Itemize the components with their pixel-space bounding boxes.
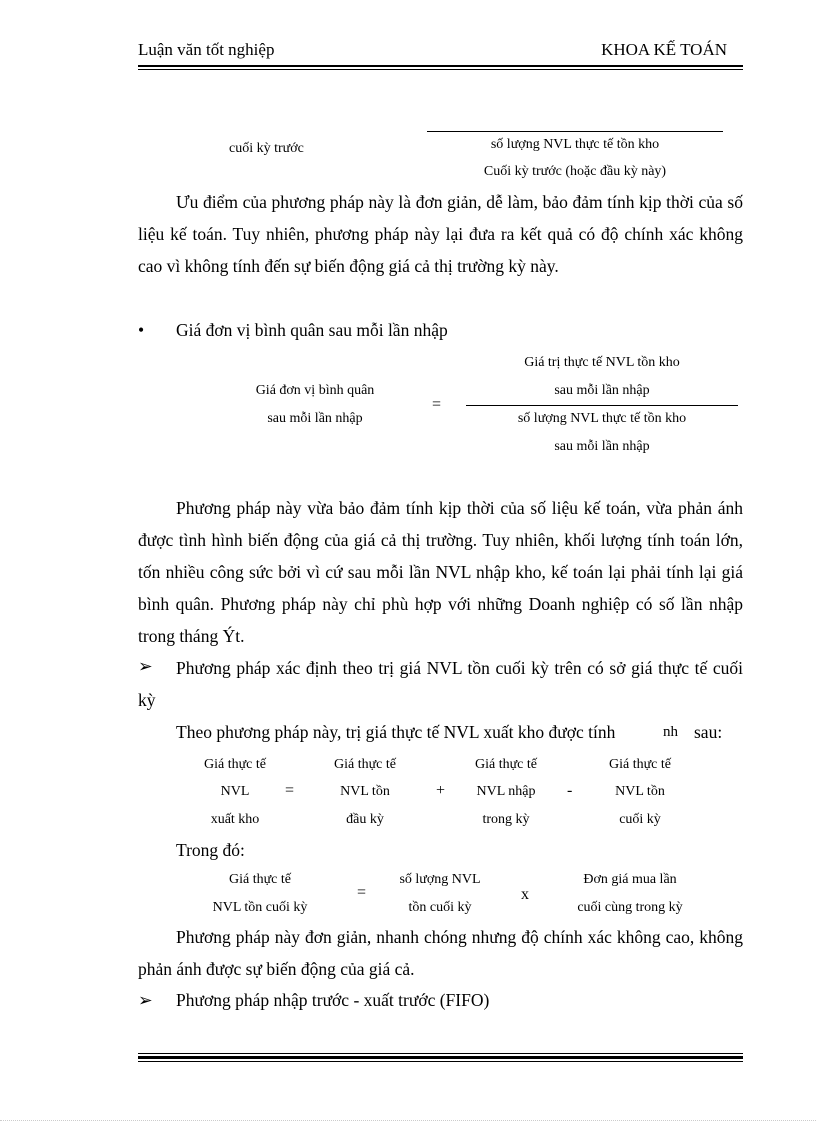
paragraph-1: Ưu điểm của phương pháp này là đơn giản, dễ làm, bảo đảm tính kịp thời của số liệu kế toán. Tuy nhiên, phương pháp này lại đưa ra kết quả có độ chính xác không cao vì không tính đến sự biến động giá cả thị trường kỳ này.	[138, 192, 743, 276]
avg-num-1: Giá trị thực tế NVL tồn kho	[524, 355, 680, 370]
end-a-1: Giá thực tế	[228, 872, 291, 887]
header-right: KHOA KẾ TOÁN	[601, 40, 727, 59]
exp-t1-3: xuất kho	[210, 812, 260, 827]
bullet-2-text: Phương pháp xác định theo trị giá NVL tồn cuối kỳ trên có sở giá thực tế cuối kỳ	[138, 658, 743, 710]
exp-t3-1: Giá thực tế	[474, 757, 537, 772]
end-c-1: Đơn giá mua lần	[583, 872, 677, 887]
exp-t1-1: Giá thực tế	[203, 757, 266, 772]
end-a-2: NVL tồn cuối kỳ	[212, 900, 308, 915]
end-times: x	[521, 886, 529, 903]
header-rule-thin	[138, 69, 743, 70]
arrow-bullet-icon: ➢	[138, 656, 153, 676]
paragraph-4: Phương pháp này đơn giản, nhanh chóng nhưng độ chính xác không cao, không phản ánh được sự biến động của giá cả.	[138, 927, 743, 979]
footer-rule-thin-2	[138, 1061, 743, 1062]
exp-t2-2: NVL tồn	[340, 784, 390, 799]
end-c-2: cuối cùng trong kỳ	[577, 900, 683, 915]
avg-den-1: số lượng NVL thực tế tồn kho	[517, 411, 687, 426]
exp-equals: =	[285, 782, 295, 799]
page-edge	[0, 1120, 816, 1121]
avg-equals: =	[432, 396, 442, 413]
bullet-dot: •	[138, 320, 145, 340]
end-equals: =	[357, 884, 367, 901]
footer-rule	[138, 1056, 743, 1059]
paragraph-3-small: nh	[663, 724, 678, 740]
formula-prev-left: cuối kỳ trước	[229, 141, 304, 156]
formula-prev-den-2: Cuối kỳ trước (hoặc đầu kỳ này)	[483, 164, 667, 179]
avg-left-2: sau mỗi lần nhập	[267, 411, 363, 426]
avg-den-2: sau mỗi lần nhập	[554, 439, 650, 454]
exp-plus: +	[436, 782, 446, 799]
exp-t3-3: trong kỳ	[482, 812, 530, 827]
exp-t4-1: Giá thực tế	[608, 757, 671, 772]
end-b-1: số lượng NVL	[399, 872, 481, 887]
trong-do-label: Trong đó:	[176, 840, 245, 860]
avg-fraction-line	[466, 405, 738, 406]
exp-t3-2: NVL nhập	[476, 784, 536, 799]
exp-t1-2: NVL	[220, 784, 250, 799]
arrow-bullet-icon: ➢	[138, 990, 153, 1010]
exp-t2-1: Giá thực tế	[333, 757, 396, 772]
avg-num-2: sau mỗi lần nhập	[554, 383, 650, 398]
paragraph-3-end: sau:	[694, 722, 723, 742]
exp-t4-3: cuối kỳ	[619, 812, 661, 827]
exp-t2-3: đầu kỳ	[346, 812, 384, 827]
avg-left-1: Giá đơn vị bình quân	[255, 383, 375, 398]
bullet-1-text: Giá đơn vị bình quân sau mỗi lần nhập	[176, 320, 448, 340]
formula-prev-den-1: số lượng NVL thực tế tồn kho	[490, 137, 660, 152]
bullet-3-text: Phương pháp nhập trước - xuất trước (FIFO)	[176, 990, 490, 1010]
footer-rule-thin	[138, 1053, 743, 1054]
paragraph-2: Phương pháp này vừa bảo đảm tính kịp thời của số liệu kế toán, vừa phản ánh được tình hình biến động của giá cả thị trường. Tuy nhiên, khối lượng tính toán lớn, tốn nhiều công sức bởi vì cứ sau mỗi lần NVL nhập kho, kế toán lại phải tính lại giá bình quân. Phương pháp này chỉ phù hợp với những Doanh nghiệp có số lần nhập trong tháng Ýt.	[138, 498, 743, 646]
header-left: Luận văn tốt nghiệp	[138, 40, 275, 59]
paragraph-3-start: Theo phương pháp này, trị giá thực tế NVL xuất kho được tính	[176, 722, 616, 742]
fraction-line	[427, 131, 723, 132]
exp-minus: -	[567, 782, 573, 799]
end-b-2: tồn cuối kỳ	[408, 900, 472, 915]
header-rule	[138, 65, 743, 67]
exp-t4-2: NVL tồn	[615, 784, 665, 799]
